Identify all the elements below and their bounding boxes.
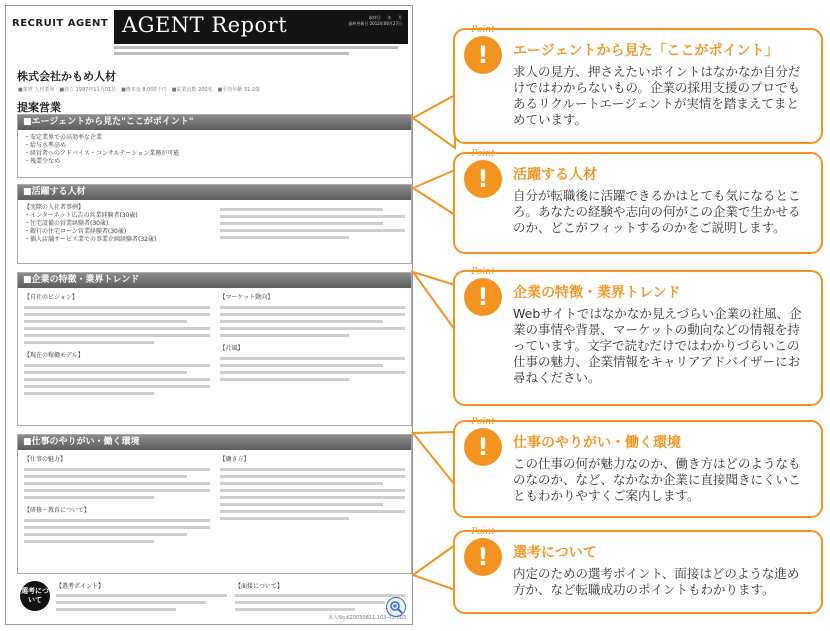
point-badge: Point !: [464, 538, 502, 576]
block-title: 【仕事の魅力】: [24, 456, 67, 463]
block-title: 【面接について】: [235, 583, 283, 590]
selection-badge: 選考について: [20, 581, 50, 611]
list-item: ・個人店舗サービス業での事業企画経験者(32歳): [24, 236, 157, 243]
point-badge: Point !: [464, 278, 502, 316]
example-label: 【実際の入社者事例】: [24, 204, 85, 211]
talent-examples: [24, 204, 210, 244]
selection-section: [56, 581, 406, 611]
talent-notes: [220, 204, 406, 244]
block-title: 【選考ポイント】: [56, 583, 105, 590]
report-title: AGENT Report: [122, 13, 288, 37]
callout-body: 求人の見方、押さえたいポイントはなかなか自分だけではわからないもの。企業の採用支援のプロでもあるリクルートエージェントが実情を踏まえてまとめています。: [513, 64, 801, 127]
callout-company-trend: [453, 267, 823, 406]
exclamation-icon: !: [477, 165, 489, 193]
exclamation-icon: !: [477, 433, 489, 461]
exclamation-icon: !: [477, 41, 489, 69]
list-item: ・経営者へのアドバイス・コンサルテーション業務が可能: [24, 150, 180, 157]
callout-body: この仕事の何が魅力なのか、働き方はどのようなものなのか、など、なかなか企業に直接聞きにくいこともわかりやすくご案内します。: [513, 456, 801, 503]
point-badge: Point !: [464, 160, 502, 198]
block-title: 【研修・教育について】: [24, 507, 90, 514]
callout-body: Webサイトではなかなか見えづらい企業の社風、企業の事情や背景、マーケットの動向などの情報を持っています。文字で読むだけではわかりづらいこの仕事の魅力、企業情報をキャリアアドバイザーにお尋ねください。: [513, 306, 802, 385]
report-dates: 取材日 年 月 最終更新日 2012年06月27日: [348, 15, 402, 26]
block-title: 【現在の稼働モデル】: [24, 352, 84, 359]
callout-body: 内定のための選考ポイント、面接はどのような進め方か、など転職成功のポイントもわかります。: [513, 566, 800, 597]
connector-3: [413, 272, 455, 330]
list-item: ・残業少なめ: [24, 158, 61, 165]
connector-5: [413, 545, 455, 590]
connector-4: [413, 432, 455, 485]
job-code: 求人No.K20050811-103-01-003: [328, 615, 406, 621]
callout-agent-points: [453, 25, 823, 144]
callout-selection: [453, 527, 823, 614]
section-work-environment: [17, 434, 412, 574]
list-item: ・銀行の住宅ローン営業経験者(30歳): [24, 228, 127, 235]
block-title: 【自社のビジョン】: [24, 294, 78, 301]
block-title: 【マーケット動向】: [219, 294, 274, 301]
title-bar: [114, 10, 408, 44]
company-meta: ■業界 人材業界 ■設立 1997年11月01日 ■資本金 8,000千円 ■従業員数 200名 ■平均年齢 31.2歳: [18, 87, 261, 93]
points-list: [18, 130, 411, 170]
callout-title: 仕事のやりがい・働く環境: [513, 435, 681, 451]
list-item: ・インターネット広告の営業経験者(30歳): [24, 212, 138, 219]
section-company-trend: [17, 272, 412, 426]
section-agent-points: [17, 114, 412, 178]
callout-body: 自分が転職後に活躍できるかはとても気になるところ。あなたの経験や志向の何がこの企業で生かせるのか、どこがフィットするのかをご説明します。: [513, 188, 801, 235]
section-heading: ■活躍する人材: [18, 185, 411, 200]
brand-logo: RECRUIT AGENT: [12, 18, 109, 29]
agent-report-page: [5, 5, 413, 625]
header-note-lines: [114, 43, 408, 59]
connector-1: [413, 95, 455, 148]
point-badge: Point !: [464, 428, 502, 466]
section-active-talent: [17, 184, 412, 264]
zoom-in-icon: [389, 600, 403, 614]
company-name: 株式会社かもめ人材: [17, 70, 116, 83]
callout-title: 活躍する人材: [513, 167, 597, 183]
exclamation-icon: !: [477, 543, 489, 571]
callout-active-talent: [453, 149, 823, 254]
block-title: 【働き方】: [219, 456, 250, 463]
connector-2: [413, 170, 455, 215]
list-item: ・給与水準高め: [24, 142, 67, 149]
list-item: ・住宅設備の営業経験者(30歳): [24, 220, 109, 227]
list-item: ・安定業界での高効率な企業: [24, 134, 103, 141]
point-badge: Point !: [464, 36, 502, 74]
job-title: 提案営業: [17, 101, 61, 114]
callout-work-environment: [453, 417, 823, 518]
exclamation-icon: !: [477, 283, 489, 311]
callout-title: 選考について: [513, 545, 597, 561]
report-header: [10, 10, 408, 44]
callout-title: 企業の特徴・業界トレンド: [513, 285, 681, 301]
section-heading: ■企業の特徴・業界トレンド: [18, 273, 411, 288]
section-heading: ■エージェントから見た"ここがポイント": [18, 115, 411, 130]
block-title: 【社風】: [219, 345, 244, 352]
section-heading: ■仕事のやりがい・働く環境: [18, 435, 411, 450]
callout-title: エージェントから見た「ここがポイント」: [513, 43, 779, 59]
